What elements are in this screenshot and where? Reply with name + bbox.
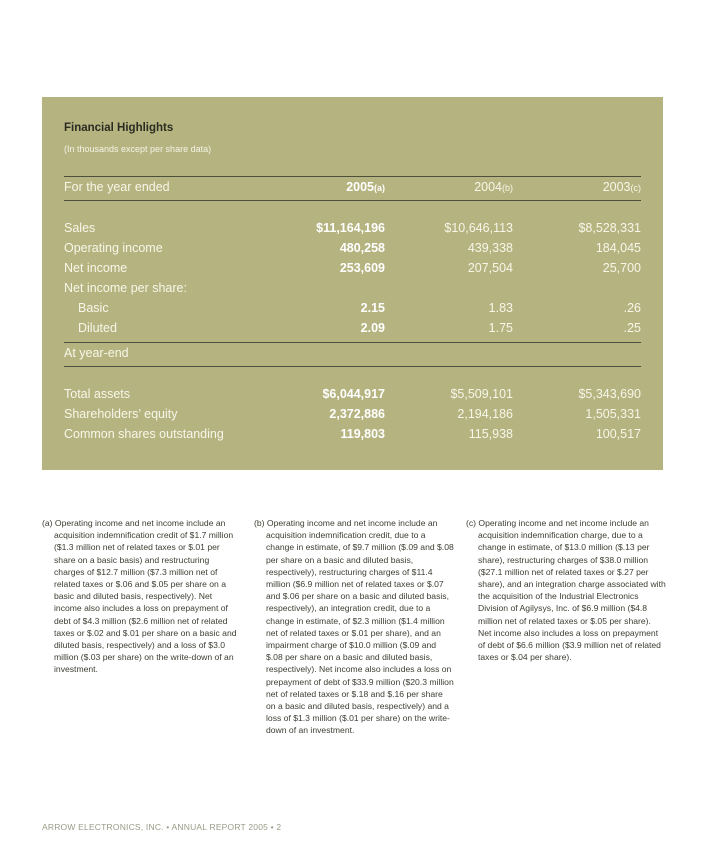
table-row	[64, 281, 641, 301]
value-2005: 2,372,886	[329, 407, 385, 421]
value-2005: 253,609	[339, 261, 385, 275]
header-col-2005: 2005(a)	[346, 180, 385, 194]
header-top-rule	[64, 176, 641, 177]
value-2003: 1,505,331	[585, 407, 641, 421]
row-label: Shareholders’ equity	[64, 407, 178, 421]
footnote-c	[466, 517, 666, 663]
table-header-row	[64, 180, 641, 200]
row-label: Diluted	[78, 321, 117, 335]
panel-title: Financial Highlights	[64, 122, 174, 134]
value-2005: $6,044,917	[322, 387, 385, 401]
table-row	[64, 407, 641, 427]
value-2004: 439,338	[467, 241, 513, 255]
value-2003: .25	[623, 321, 641, 335]
value-2005: 480,258	[339, 241, 385, 255]
header-col-2003: 2003(c)	[602, 180, 641, 194]
year-end-rule	[64, 342, 641, 343]
value-2003: $5,343,690	[578, 387, 641, 401]
footnote-a	[42, 517, 242, 676]
table-row	[64, 241, 641, 261]
value-2003: 25,700	[602, 261, 641, 275]
footnote-c-text: (c) Operating income and net income include an acquisition indemnification charge, due to a change in estimate, of $13.0 million ($.13 per share), restructuring charges of $38.0 million ($27.1 million net of related taxes or $.27 per share), and an integration charge associated with the acquisition of the Industrial Electronics Division of Agilysys, Inc. of $6.9 million ($4.8 million net of related taxes or $.05 per share). Net income also includes a loss on prepayment of debt of $6.6 million ($3.9 million net of related taxes or $.04 per share).	[466, 518, 666, 663]
year-end-bottom-rule	[64, 366, 641, 367]
row-label: Net income per share:	[64, 281, 187, 295]
header-col-2004: 2004(b)	[474, 180, 513, 194]
table-row	[64, 427, 641, 447]
row-label: Sales	[64, 221, 96, 235]
value-2004: $5,509,101	[450, 387, 513, 401]
table-row	[64, 321, 641, 341]
row-label: Operating income	[64, 241, 163, 255]
footnote-b-text: (b) Operating income and net income include an acquisition indemnification credit, due to a change in estimate, of $9.7 million ($.09 and $.08 per share on a basic and diluted basis, respectively), restructuring charges of $11.4 million ($6.9 million net of related taxes or $.07 and $.06 per share on a basic and diluted basis, respectively), an integration credit, due to a change in estimate, of $2.3 million ($1.4 million net of related taxes or $.01 per share), and an impairment charge of $10.0 million ($.09 and $.08 per share on a basic and diluted basis, respectively). Net income also includes a loss on prepayment of debt of $33.9 million ($20.3 million net of related taxes or $.18 and $.16 per share on a basic and diluted basis, respectively) and a loss of $1.3 million ($.01 per share) on the write-down of an investment.	[254, 518, 454, 736]
page-footer: ARROW ELECTRONICS, INC. • ANNUAL REPORT 2005 • 2	[42, 822, 282, 832]
value-2005: 119,803	[340, 427, 385, 441]
panel-subtitle: (In thousands except per share data)	[64, 144, 212, 154]
value-2004: 2,194,186	[457, 407, 513, 421]
value-2003: .26	[623, 301, 641, 315]
row-label: Net income	[64, 261, 128, 275]
value-2005: 2.09	[360, 321, 385, 335]
year-end-label: At year-end	[64, 346, 129, 360]
value-2004: 1.75	[488, 321, 513, 335]
header-label: For the year ended	[64, 180, 170, 194]
value-2005: 2.15	[360, 301, 385, 315]
row-label: Total assets	[64, 387, 131, 401]
footnote-b	[254, 517, 454, 737]
header-bottom-rule	[64, 200, 641, 201]
value-2003: 184,045	[595, 241, 641, 255]
value-2004: 207,504	[467, 261, 513, 275]
table-row	[64, 387, 641, 407]
row-label: Common shares outstanding	[64, 427, 224, 441]
row-label: Basic	[78, 301, 109, 315]
value-2005: $11,164,196	[316, 221, 385, 235]
value-2004: 1.83	[488, 301, 513, 315]
value-2003: 100,517	[595, 427, 641, 441]
value-2004: 115,938	[468, 427, 513, 441]
table-row	[64, 221, 641, 241]
financial-highlights-panel	[42, 97, 663, 470]
footnote-a-text: (a) Operating income and net income include an acquisition indemnification credit of $1.7 million ($1.3 million net of related taxes or $.01 per share on a basic basis) and restructuring charges of $12.7 million ($7.3 million net of related taxes or $.06 and $.05 per share on a basic and diluted basis, respectively). Net income also includes a loss on prepayment of debt of $4.3 million ($2.6 million net of related taxes or $.02 and $.01 per share on a basic and diluted basis, respectively) and a loss of $3.0 million ($.03 per share) on the write-down of an investment.	[42, 518, 237, 675]
value-2004: $10,646,113	[444, 221, 513, 235]
value-2003: $8,528,331	[578, 221, 641, 235]
table-row	[64, 261, 641, 281]
year-end-heading	[64, 346, 641, 366]
table-row	[64, 301, 641, 321]
